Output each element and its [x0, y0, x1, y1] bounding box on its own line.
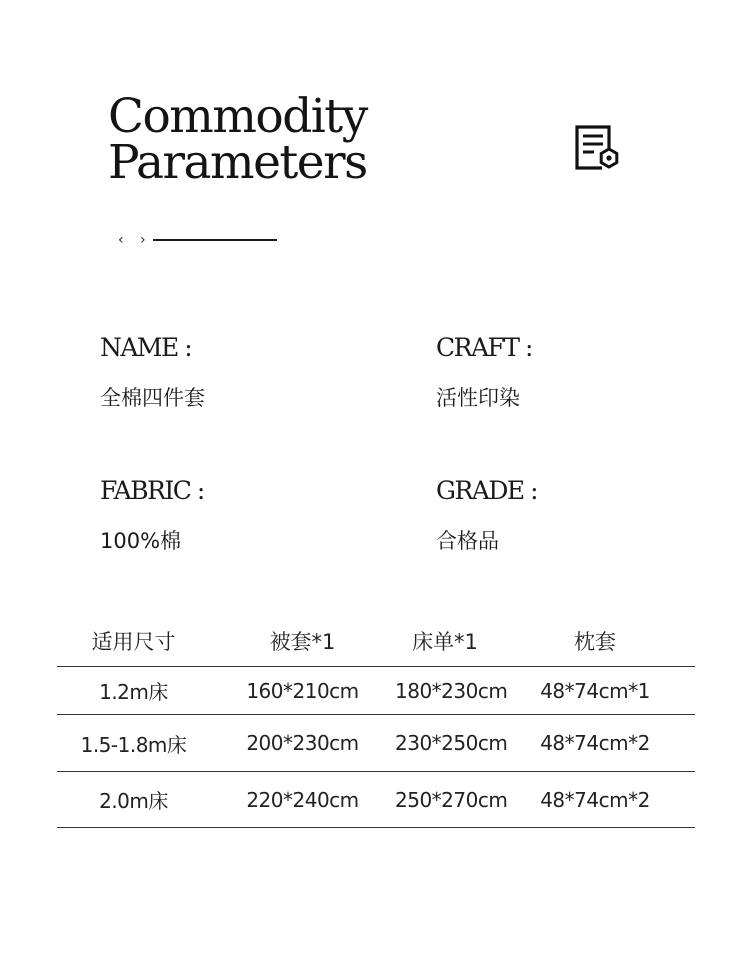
table-row — [57, 772, 695, 828]
cell-sheet: 250*270cm — [395, 772, 495, 828]
param-name-label: NAME : — [100, 333, 192, 362]
cell-duvet: 200*230cm — [210, 715, 395, 772]
page-title — [108, 89, 367, 190]
cell-size: 2.0m床 — [57, 772, 210, 828]
param-craft-label: CRAFT : — [436, 333, 532, 362]
cell-pillowcase: 48*74cm*2 — [495, 772, 695, 828]
size-table — [57, 616, 695, 828]
param-grade — [436, 476, 537, 554]
cell-pillowcase: 48*74cm*1 — [495, 667, 695, 715]
header-pillowcase: 枕套 — [495, 616, 695, 667]
param-grade-value: 合格品 — [436, 529, 499, 553]
param-fabric-value: 100%棉 — [100, 529, 182, 553]
cell-sheet: 180*230cm — [395, 667, 495, 715]
title-line-2: Parameters — [108, 135, 367, 190]
cell-sheet: 230*250cm — [395, 715, 495, 772]
param-fabric — [100, 476, 204, 554]
header-sheet: 床单*1 — [395, 616, 495, 667]
table-row — [57, 667, 695, 715]
header-duvet: 被套*1 — [210, 616, 395, 667]
table-row — [57, 715, 695, 772]
cell-duvet: 220*240cm — [210, 772, 395, 828]
param-name-value: 全棉四件套 — [100, 386, 205, 410]
param-name — [100, 333, 205, 411]
nav-arrows: ‹ › — [118, 232, 152, 248]
cell-size: 1.2m床 — [57, 667, 210, 715]
param-fabric-label: FABRIC : — [100, 476, 204, 505]
param-craft — [436, 333, 532, 411]
param-craft-value: 活性印染 — [436, 386, 520, 410]
cell-duvet: 160*210cm — [210, 667, 395, 715]
document-settings-icon — [572, 124, 620, 172]
cell-pillowcase: 48*74cm*2 — [495, 715, 695, 772]
cell-size: 1.5-1.8m床 — [57, 715, 210, 772]
param-grade-label: GRADE : — [436, 476, 538, 505]
decorative-divider — [153, 239, 277, 241]
title-line-1: Commodity — [108, 89, 367, 144]
header-size: 适用尺寸 — [57, 616, 210, 667]
table-header-row — [57, 616, 695, 667]
